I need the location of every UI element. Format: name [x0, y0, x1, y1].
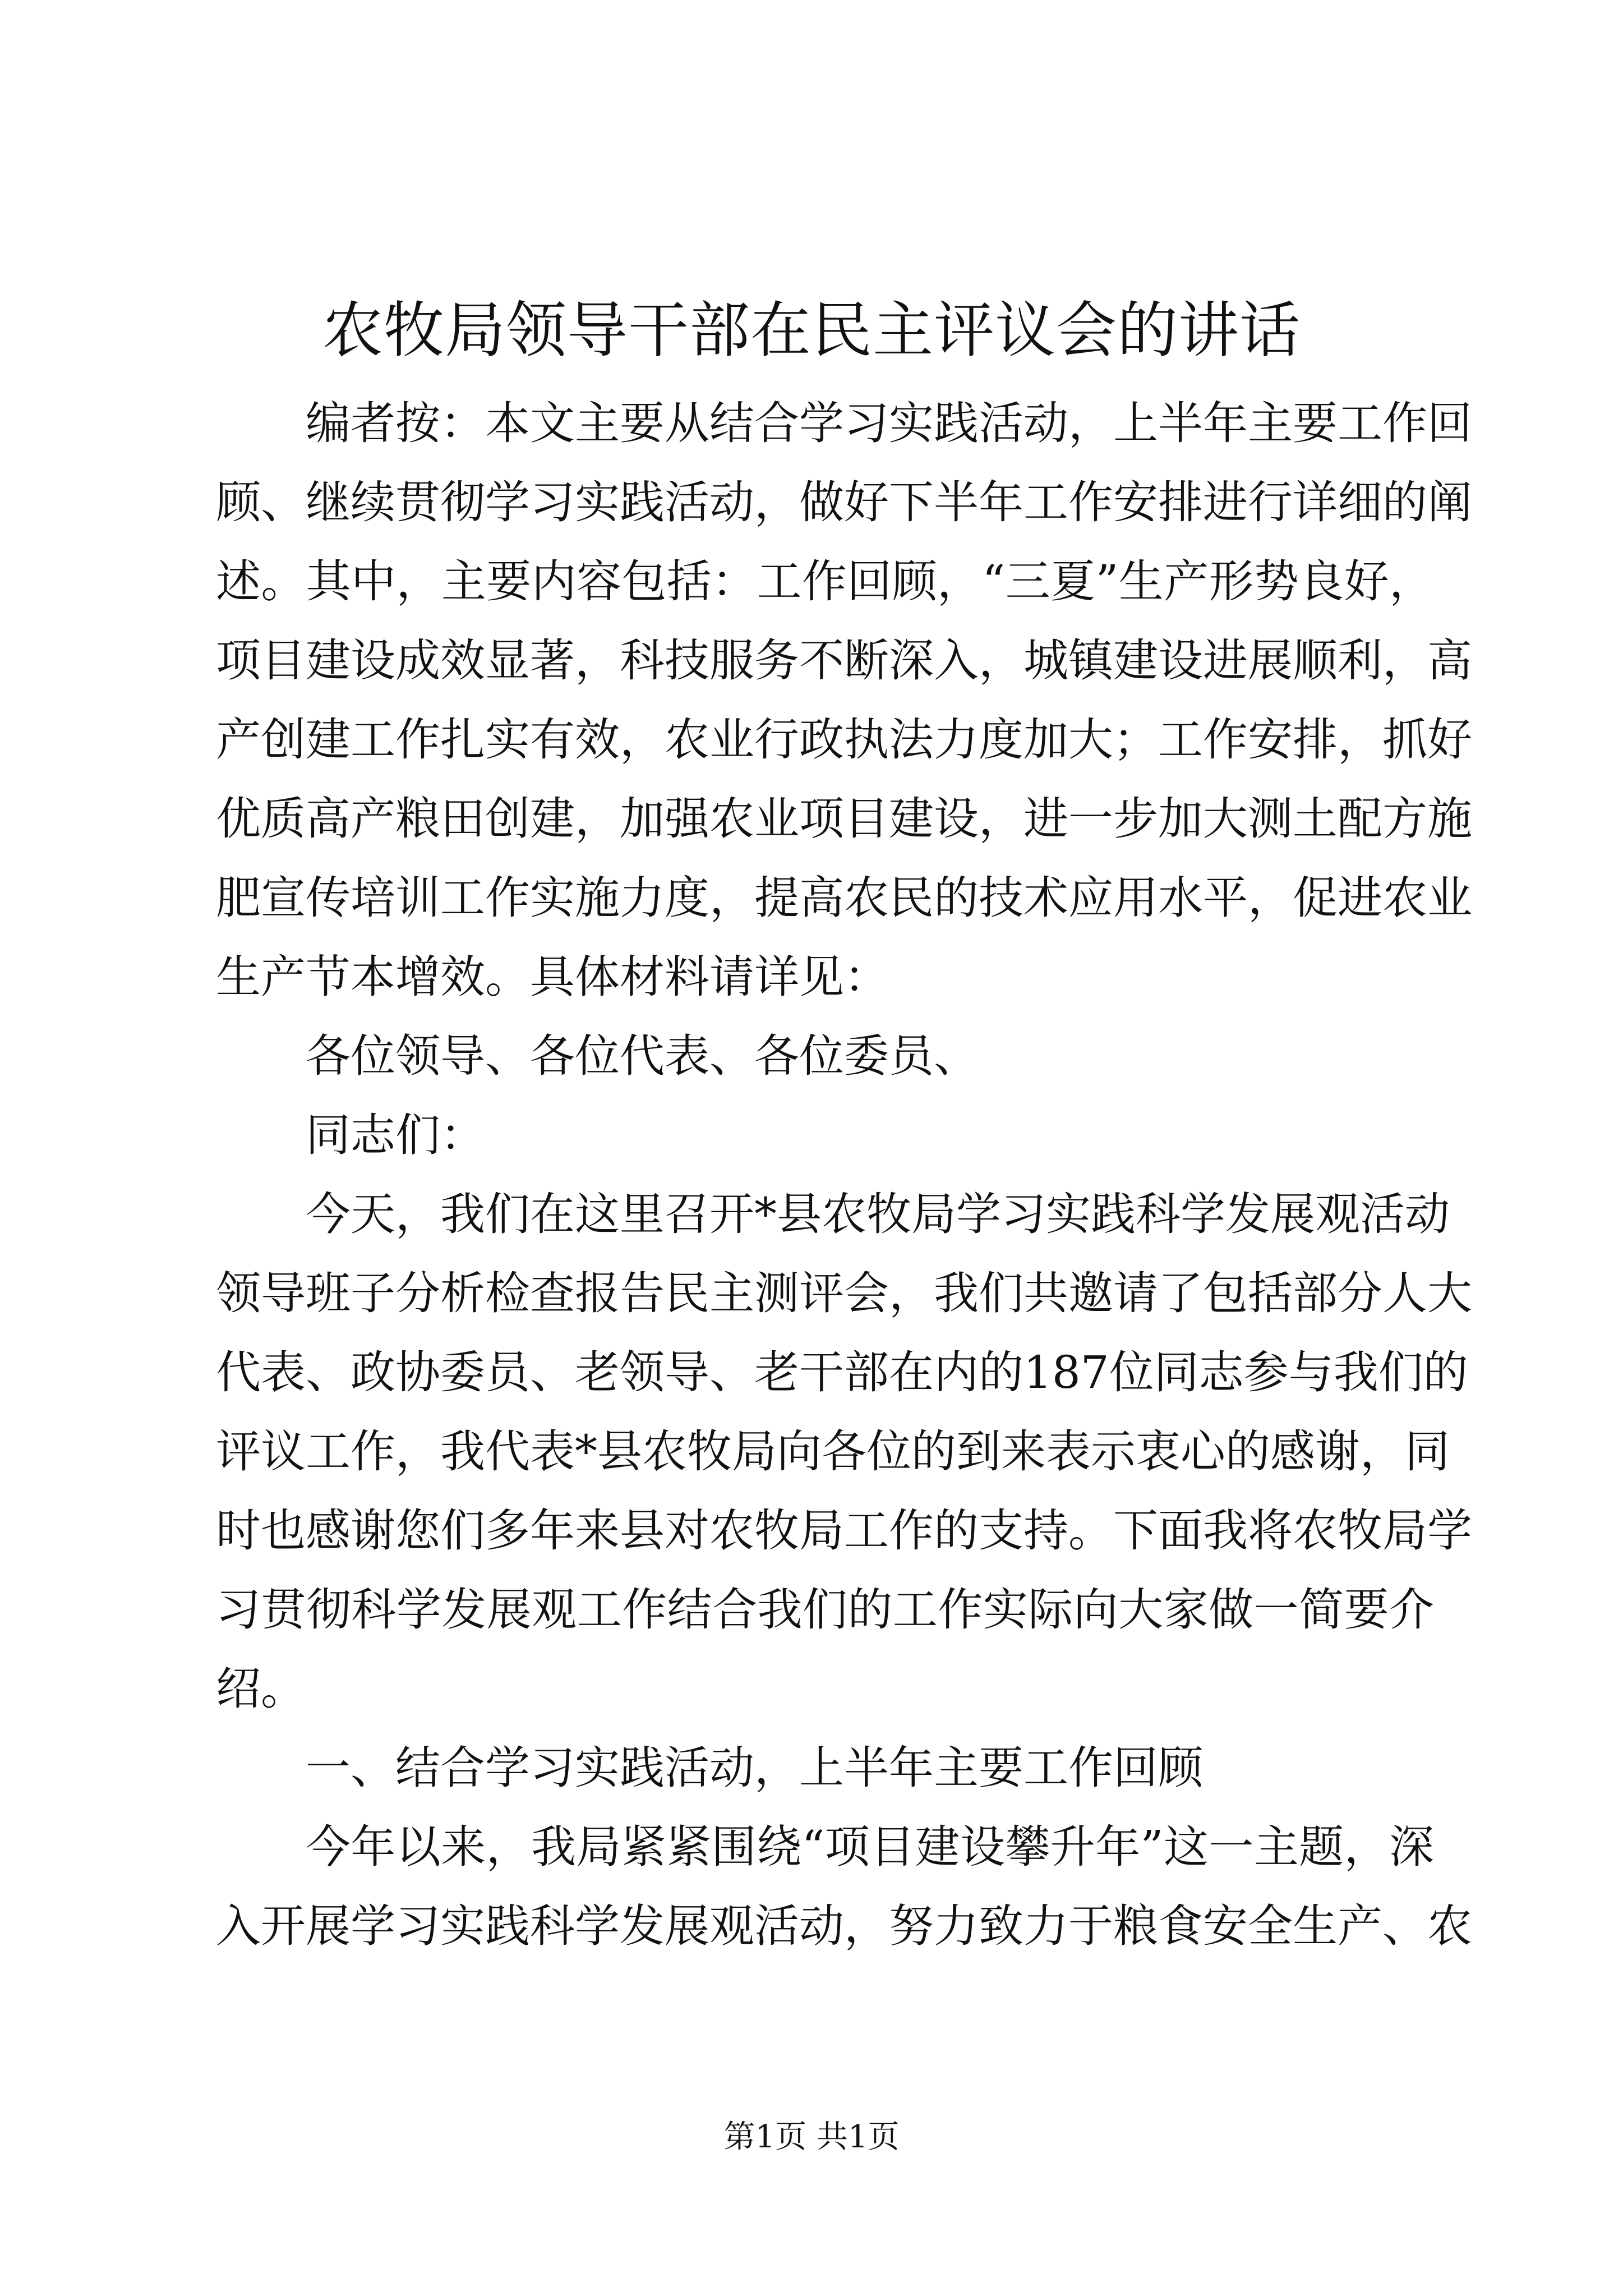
text-line-8: 生产节本增效。具体材料请详见： — [216, 951, 889, 1003]
page-footer: 第1页 共1页 — [723, 2119, 900, 2155]
text-line-12: 领导班子分析检查报告民主测评会，我们共邀请了包括部分人大 — [216, 1267, 1472, 1319]
text-line-2: 顾、继续贯彻学习实践活动，做好下半年工作安排进行详细的阐 — [216, 476, 1472, 528]
text-line-11: 今天，我们在这里召开*县农牧局学习实践科学发展观活动 — [306, 1188, 1450, 1240]
text-line-3: 述。其中，主要内容包括：工作回顾，“三夏”生产形势良好， — [216, 555, 1434, 608]
text-line-7: 肥宣传培训工作实施力度，提高农民的技术应用水平，促进农业 — [216, 872, 1472, 924]
document-title: 农牧局领导干部在民主评议会的讲话 — [322, 296, 1301, 366]
text-line-15: 时也感谢您们多年来县对农牧局工作的支持。下面我将农牧局学 — [216, 1504, 1472, 1557]
text-line-19: 今年以来，我局紧紧围绕“项目建设攀升年”这一主题，深 — [306, 1821, 1434, 1873]
text-line-16: 习贯彻科学发展观工作结合我们的工作实际向大家做一简要介 — [216, 1584, 1434, 1636]
text-line-1: 编者按：本文主要从结合学习实践活动，上半年主要工作回 — [306, 397, 1472, 449]
text-line-4: 项目建设成效显著，科技服务不断深入，城镇建设进展顺利，高 — [216, 634, 1472, 687]
text-line-17: 绍。 — [216, 1663, 306, 1715]
salutation-line-2: 同志们： — [306, 1109, 485, 1161]
text-line-20: 入开展学习实践科学发展观活动，努力致力于粮食安全生产、农 — [216, 1900, 1472, 1952]
text-line-13: 代表、政协委员、老领导、老干部在内的187位同志参与我们的 — [216, 1346, 1468, 1398]
text-line-6: 优质高产粮田创建，加强农业项目建设，进一步加大测土配方施 — [216, 793, 1472, 845]
text-line-14: 评议工作，我代表*县农牧局向各位的到来表示衷心的感谢，同 — [216, 1425, 1450, 1478]
section-heading: 一、结合学习实践活动，上半年主要工作回顾 — [306, 1742, 1203, 1794]
salutation-line-1: 各位领导、各位代表、各位委员、 — [306, 1030, 979, 1082]
text-line-5: 产创建工作扎实有效，农业行政执法力度加大；工作安排，抓好 — [216, 714, 1472, 766]
